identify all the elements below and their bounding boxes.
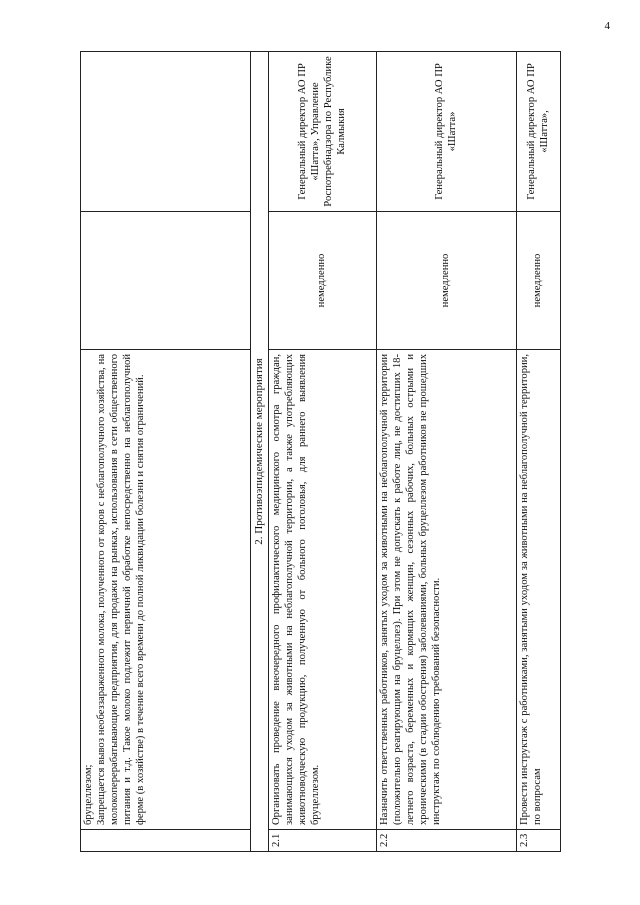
description-line: Запрещается вывоз необеззараженного молока, полученного от коров с неблагополучного хозяйства, на молокоперерабатывающие предприятия, для продажи на рынках, использования в сети общественного питания и т.д. Такое молоко подлежит первичной обработке непосредственно на неблагополучной ферме (в хозяйстве) в течение всего времени до полной ликвидации болезни и снятия ограничений.	[95, 354, 146, 825]
row-number-cell	[81, 830, 251, 852]
description-line: бруцеллезом;	[83, 764, 94, 825]
table-row	[517, 52, 561, 852]
row-number-cell: 2.2	[377, 830, 517, 852]
section-header-row	[251, 52, 269, 852]
row-term-cell: немедленно	[269, 212, 377, 350]
row-description-cell: Назначить ответственных работников, занятых уходом за животными на неблагополучной территории (положительно реагирующим на бруцеллез). При этом не допускать к работе лиц, не достигших 18-летнего возраста, беременных и кормящих женщин, сезонных рабочих, больных острыми и хроническими (в стадии обострения) заболеваниями, больных бруцеллезом работников не прошедших инструктаж по соблюдению требований безопасности.	[377, 350, 517, 830]
row-responsible-cell: Генеральный директор АО ПР «Шатта»,	[517, 52, 561, 212]
row-description-cell: Провести инструктаж с работниками, занятыми уходом за животными на неблагополучной территории, по вопросам	[517, 350, 561, 830]
row-term-cell: немедленно	[517, 212, 561, 350]
table-row	[377, 52, 517, 852]
row-number-cell: 2.3	[517, 830, 561, 852]
row-description-cell	[81, 350, 251, 830]
table-row	[81, 52, 251, 852]
measures-table	[80, 51, 561, 852]
rotated-table-container	[80, 52, 560, 852]
section-title: 2. Противоэпидемические мероприятия	[251, 52, 269, 852]
row-responsible-cell: Генеральный директор АО ПР «Шатта»	[377, 52, 517, 212]
page-number: 4	[604, 20, 610, 32]
row-term-cell	[81, 212, 251, 350]
table-row	[269, 52, 377, 852]
row-number-cell: 2.1	[269, 830, 377, 852]
row-term-cell: немедленно	[377, 212, 517, 350]
row-description-cell: Организовать проведение внеочередного профилактического медицинского осмотра граждан, занимающихся уходом за животными на неблагополучной территории, а также употребляющих животноводческую продукцию, полученную от больного поголовья, для раннего выявления бруцеллезом.	[269, 350, 377, 830]
row-responsible-cell: Генеральный директор АО ПР «Шатта», Управление Роспотребнадзора по Республике Калмыкия	[269, 52, 377, 212]
row-responsible-cell	[81, 52, 251, 212]
